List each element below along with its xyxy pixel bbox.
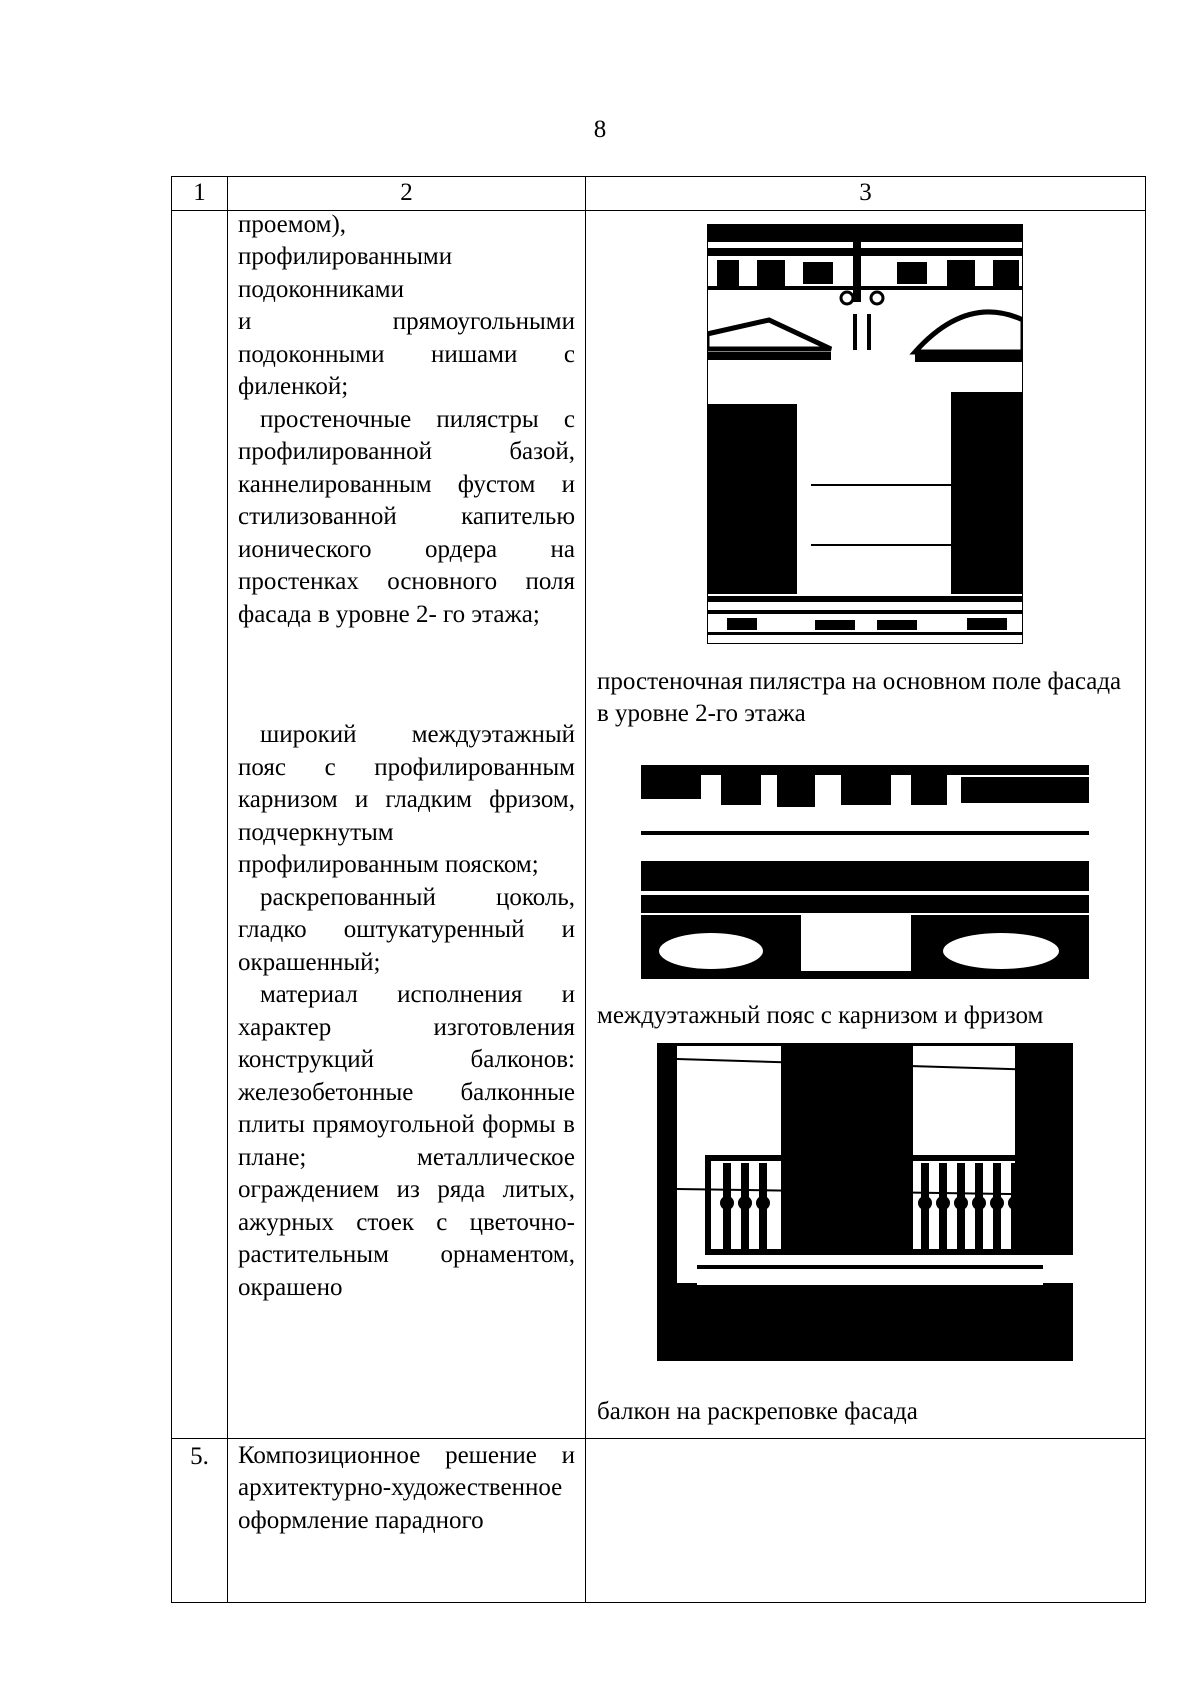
header-col-2: 2: [228, 177, 586, 211]
text-paragraph: широкий междуэтажный пояс с профилированным карнизом и гладким фризом, подчеркнутым профилированным пояском;: [238, 721, 575, 878]
text-line: профилированными: [238, 243, 453, 270]
text-paragraph: и прямоугольными подоконными нишами с филенкой;: [238, 308, 575, 400]
description-cell: [228, 210, 586, 1438]
text-paragraph: материал исполнения и характер изготовления конструкций балконов: железобетонные балконные плиты прямоугольной формы в плане; металлическое ограждением из ряда литых, ажурных стоек с цветочно-растительным орнаментом, окрашено: [238, 981, 575, 1301]
text-line: проемом),: [238, 210, 347, 238]
illustration-cell: [586, 1438, 1146, 1602]
text-paragraph: раскрепованный цоколь, гладко оштукатуренный и окрашенный;: [238, 883, 575, 976]
text-line: подоконниками: [238, 275, 404, 303]
header-col-1: 1: [172, 177, 228, 211]
row-number-cell: 5.: [172, 1438, 228, 1602]
caption-balcony: балкон на раскреповке фасада: [597, 1397, 918, 1425]
caption-pilaster: простеночная пилястра на основном поле фасада в уровне 2-го этажа: [597, 667, 1122, 727]
table-row-continued: [172, 210, 1146, 1438]
facade-elements-table: [171, 176, 1146, 1603]
text-paragraph: простеночные пилястры с профилированной базой, каннелированным фустом и стилизованной капителью ионического ордера на простенках основного поля фасада в уровне 2- го этажа;: [238, 405, 575, 628]
table-header-row: [172, 177, 1146, 211]
pilaster-photo: [707, 224, 1023, 644]
description-cell: [228, 1438, 586, 1602]
header-col-3: 3: [586, 177, 1146, 211]
belt-course-photo: [641, 765, 1089, 979]
caption-belt-course: междуэтажный пояс с карнизом и фризом: [597, 1001, 1044, 1029]
row-number-cell: [172, 210, 228, 1438]
table-row-5: [172, 1438, 1146, 1602]
page-number: 8: [593, 116, 607, 143]
text-paragraph: Композиционное решение и архитектурно-художественное оформление парадного: [238, 1441, 575, 1534]
illustration-cell: [586, 210, 1146, 1438]
balcony-photo: [657, 1043, 1073, 1361]
